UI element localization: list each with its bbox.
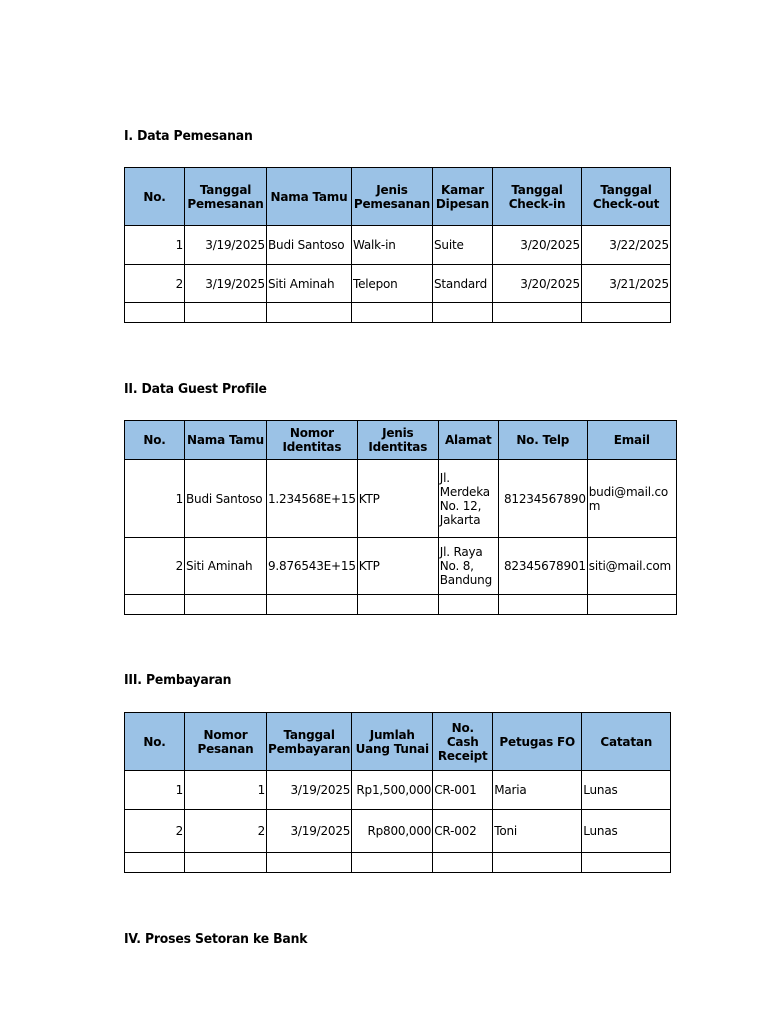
cell-kamar-dipesan: Suite (433, 226, 493, 265)
header-no: No. (125, 168, 185, 226)
cell-petugas-fo: Toni (493, 810, 582, 853)
cell-nomor-pesanan: 2 (185, 810, 267, 853)
table-data-pemesanan (124, 167, 671, 323)
header-nomor-identitas: Nomor Identitas (267, 421, 358, 460)
table-row (125, 771, 671, 810)
header-petugas-fo: Petugas FO (493, 713, 582, 771)
cell-tanggal-pemesanan: 3/19/2025 (185, 226, 267, 265)
section-title-data-pemesanan: I. Data Pemesanan (124, 128, 253, 144)
header-alamat: Alamat (438, 421, 498, 460)
header-no: No. (125, 713, 185, 771)
cell-nama-tamu: Siti Aminah (185, 538, 267, 595)
cell-alamat: Jl. Raya No. 8, Bandung (438, 538, 498, 595)
cell-tanggal-pembayaran: 3/19/2025 (267, 771, 352, 810)
cell-jenis-pemesanan: Walk-in (352, 226, 433, 265)
cell-jenis-identitas: KTP (357, 538, 438, 595)
header-no-cash-receipt: No. Cash Receipt (433, 713, 493, 771)
cell-jumlah-uang-tunai: Rp1,500,000 (352, 771, 433, 810)
table-header-row (125, 421, 677, 460)
table-row (125, 538, 677, 595)
cell-email: budi@mail.com (587, 460, 676, 538)
header-tanggal-pembayaran: Tanggal Pembayaran (267, 713, 352, 771)
header-jumlah-uang-tunai: Jumlah Uang Tunai (352, 713, 433, 771)
cell-no: 2 (125, 538, 185, 595)
cell-tanggal-check-in: 3/20/2025 (493, 226, 582, 265)
cell-jumlah-uang-tunai: Rp800,000 (352, 810, 433, 853)
table-row (125, 810, 671, 853)
table-row (125, 265, 671, 303)
header-catatan: Catatan (582, 713, 671, 771)
table-row-empty (125, 595, 677, 615)
cell-no: 2 (125, 810, 185, 853)
cell-no: 1 (125, 226, 185, 265)
table-guest-profile (124, 420, 677, 615)
table-row (125, 460, 677, 538)
header-jenis-identitas: Jenis Identitas (357, 421, 438, 460)
table-header-row (125, 168, 671, 226)
header-jenis-pemesanan: Jenis Pemesanan (352, 168, 433, 226)
table-pembayaran (124, 712, 671, 873)
cell-no-telp: 81234567890 (498, 460, 587, 538)
header-tanggal-check-out: Tanggal Check-out (582, 168, 671, 226)
cell-no-cash-receipt: CR-002 (433, 810, 493, 853)
cell-no-cash-receipt: CR-001 (433, 771, 493, 810)
header-tanggal-pemesanan: Tanggal Pemesanan (185, 168, 267, 226)
cell-nomor-pesanan: 1 (185, 771, 267, 810)
table-row-empty (125, 303, 671, 323)
cell-nama-tamu: Budi Santoso (267, 226, 352, 265)
cell-tanggal-check-out: 3/21/2025 (582, 265, 671, 303)
cell-catatan: Lunas (582, 810, 671, 853)
cell-no: 2 (125, 265, 185, 303)
cell-nomor-identitas: 1.234568E+15 (267, 460, 358, 538)
header-tanggal-check-in: Tanggal Check-in (493, 168, 582, 226)
cell-jenis-identitas: KTP (357, 460, 438, 538)
cell-nomor-identitas: 9.876543E+15 (267, 538, 358, 595)
cell-email: siti@mail.com (587, 538, 676, 595)
header-nama-tamu: Nama Tamu (267, 168, 352, 226)
header-nama-tamu: Nama Tamu (185, 421, 267, 460)
table-row (125, 226, 671, 265)
cell-catatan: Lunas (582, 771, 671, 810)
table-row-empty (125, 853, 671, 873)
cell-tanggal-check-out: 3/22/2025 (582, 226, 671, 265)
cell-nama-tamu: Siti Aminah (267, 265, 352, 303)
cell-no-telp: 82345678901 (498, 538, 587, 595)
cell-no: 1 (125, 771, 185, 810)
header-kamar-dipesan: Kamar Dipesan (433, 168, 493, 226)
cell-alamat: Jl. Merdeka No. 12, Jakarta (438, 460, 498, 538)
table-header-row (125, 713, 671, 771)
cell-tanggal-pemesanan: 3/19/2025 (185, 265, 267, 303)
header-email: Email (587, 421, 676, 460)
cell-kamar-dipesan: Standard (433, 265, 493, 303)
section-title-proses-setoran: IV. Proses Setoran ke Bank (124, 931, 308, 947)
cell-tanggal-check-in: 3/20/2025 (493, 265, 582, 303)
header-no-telp: No. Telp (498, 421, 587, 460)
cell-tanggal-pembayaran: 3/19/2025 (267, 810, 352, 853)
header-nomor-pesanan: Nomor Pesanan (185, 713, 267, 771)
section-title-pembayaran: III. Pembayaran (124, 672, 232, 688)
cell-nama-tamu: Budi Santoso (185, 460, 267, 538)
cell-petugas-fo: Maria (493, 771, 582, 810)
cell-jenis-pemesanan: Telepon (352, 265, 433, 303)
cell-no: 1 (125, 460, 185, 538)
header-no: No. (125, 421, 185, 460)
section-title-guest-profile: II. Data Guest Profile (124, 381, 267, 397)
